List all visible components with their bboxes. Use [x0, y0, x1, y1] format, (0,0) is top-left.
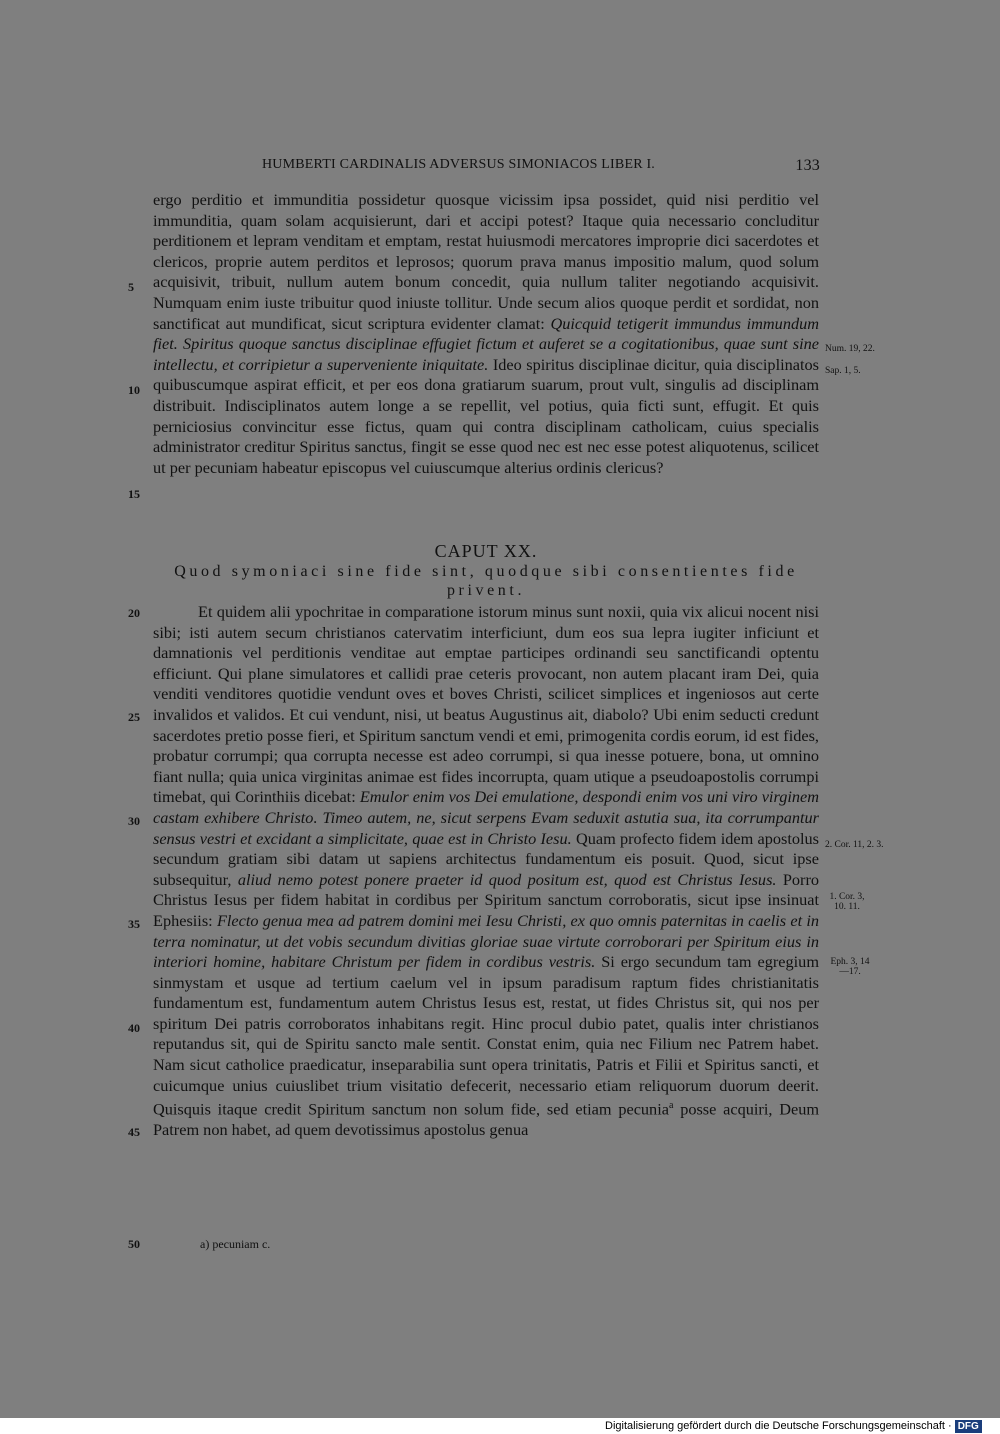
- line-number: 25: [128, 710, 140, 724]
- footer-credit: Digitalisierung gefördert durch die Deutsche Forschungsgemeinschaft · DFG: [605, 1419, 982, 1433]
- text-run: Porro Christus Iesus per fidem habitat in cordibus per Spiritum sanctum corroboratis, sicut ipse insinuat Ephesiis:: [153, 869, 820, 930]
- text-run: Et quidem alii ypochritae in comparatione istorum minus sunt noxii, quia vix alicui nocent nisi sibi; isti autem secum christianos catervatim interficiunt, dum eos sua lepra iugiter inficiunt et damnationis vel perditionis venditae aut emptae participes ordinandi seu sanctificandi optentu efficiunt. Qui plane simulatores et callidi prae ceteris provocant, non autem placant iram Dei, quia venditi venditores quotidie vendunt oves et boves Christi, scilicet simplices et ingeniosos aut certe invalidos et validos. Et cui vendunt, nisi, ut beatus Augustinus ait, diabolo? Ubi enim seducti credunt sacerdotes pretio posse fieri, et Spiritum sanctum vendi et emi, primogenita cordis eorum, id est fides, probatur corrumpi; qua corrupta necesse est adeo corrumpi, si qua inesse potuere, bona, ut omnino fiant nulla; quia unica virginitas animae est fides incorrupta, quam utique a pseudoapostolis corrumpi timebat, qui Corinthiis dicebat:: [153, 602, 819, 807]
- scripture-quote: Quicquid tetigerit immundus immundum fiet. Spiritus quoque sanctus disciplinae effugiet fictum et auferet se a cogitationibus, quae sunt sine intellectu, et corripietur a superveniente iniquitate.: [153, 313, 819, 374]
- margin-reference: Sap. 1, 5.: [825, 366, 861, 376]
- margin-reference: 2. Cor. 11, 2. 3.: [825, 840, 884, 850]
- paragraph: [153, 602, 819, 1141]
- line-number: 30: [128, 814, 140, 828]
- line-number: 10: [128, 383, 140, 397]
- margin-reference: [825, 892, 869, 912]
- page-number: 133: [795, 157, 820, 174]
- paragraph: [153, 190, 819, 478]
- margin-reference-line: —17.: [839, 967, 861, 977]
- dfg-logo: DFG: [955, 1420, 982, 1433]
- line-number: 40: [128, 1021, 140, 1035]
- chapter-heading: [153, 540, 819, 600]
- margin-reference-line: 1. Cor. 3,: [829, 892, 865, 902]
- text-block-2: [153, 602, 819, 1141]
- margin-reference-line: Eph. 3, 14: [830, 957, 870, 967]
- line-number: 20: [128, 606, 140, 620]
- running-title: HUMBERTI CARDINALIS ADVERSUS SIMONIACOS LIBER I.: [262, 157, 656, 172]
- line-number: 35: [128, 917, 140, 931]
- scripture-quote: Emulor enim vos Dei emulatione, despondi enim vos uni viro virginem castam exhibere Christo. Timeo autem, ne, sicut serpens Evam seduxit astutia sua, ita corrumpantur sensus vestri et excidant a simplicitate, quae est in Christo Iesu.: [153, 787, 819, 848]
- scripture-quote: Flecto genua mea ad patrem domini mei Iesu Christi, ex quo omnis paternitas in caelis et in terra nominatur, ut det vobis secundum divitias gloriae suae virtute corroborari per Spiritum eius in interiori homine, habitare Christum per fidem in cordibus vestris.: [153, 910, 819, 972]
- footnote-marker: a: [668, 1100, 674, 1112]
- text-run: Ideo spiritus disciplinae dicitur, quia disciplinatos quibuscumque aspirat efficit, et per eos dona gratiarum suarum, prout vult, singulis ad disciplinam distribuit. Indisciplinatos autem longe a se repellit, vel potius, quia ficti sunt, effugit. Et quis perniciosius convincitur esse fictus, quam qui contra disciplinam catholicam, cuius specialis administrator creditur Spiritus sanctus, fingit se esse quod nec est nec esse potest aliquotenus, scilicet ut per pecuniam habeatur episcopus vel cuiuscumque alterius ordinis clericus?: [153, 354, 819, 477]
- line-number: 15: [128, 487, 140, 501]
- text-run: ergo perditio et immunditia possidetur quosque vicissim ipsa possidet, quid nisi perditio vel immunditia, quam solam acquisierunt, dari et accipi potest? Itaque quia necessario concluditur perditionem et lepram venditam et emptam, restat huiusmodi mercatores improprie dici sacerdotes et clericos, proprie autem perditos et leprosos; quorum prava manus impositio malum, quod solum acquisivit, tribuit, nullum autem bonum concedit, quia nullum taliter negotiando acquisivit. Numquam enim iuste tribuitur quod iniuste tollitur. Unde secum alios quoque perdit et sordidat, non sanctificat aut mundificat, sicut scriptura evidenter clamat:: [153, 190, 819, 333]
- scripture-quote: aliud nemo potest ponere praeter id quod positum est, quod est Christus Iesus.: [237, 869, 777, 889]
- text-run: posse acquiri, Deum Patrem non habet, ad quem devotissimus apostolus genua: [153, 1099, 820, 1140]
- margin-reference-line: 10. 11.: [834, 902, 860, 912]
- chapter-subtitle: Quod symoniaci sine fide sint, quodque sibi consentientes fide privent.: [174, 563, 798, 599]
- margin-reference: Num. 19, 22.: [825, 344, 875, 354]
- footnote: a) pecuniam c.: [200, 1237, 271, 1251]
- line-number: 45: [128, 1125, 140, 1139]
- text-block-1: [153, 190, 819, 478]
- chapter-title: CAPUT XX.: [434, 541, 538, 561]
- text-run: Si ergo secundum tam egregium sinmystam et usque ad tertium caelum vel in ipsum paradisum raptum fides christianitatis fundamentum est, fundamentum autem Christus Iesus est, restat, ut fides Christus sit, qui nos per spiritum Dei patris corroboratos inhabitans regit. Hinc procul dubio patet, qualis inter christianos reputandus sit, qui de Spiritu sancto male sentit. Constat enim, quia nec Filium nec Patrem habet. Nam sicut catholice praedicatur, inseparabilia sunt opera trinitatis, Patris et Filii et Spiritus sancti, et cuicumque unius cuiuslibet trium visitatio defecerit, necessario etiam reliquorum duorum deerit. Quisquis itaque credit Spiritum sanctum non solum fide, sed etiam pecunia: [153, 952, 819, 1119]
- line-number: 50: [128, 1237, 140, 1251]
- line-number: 5: [128, 280, 134, 294]
- text-run: Quam profecto fidem idem apostolus secundum gratiam sibi datam ut sapiens architectus fundamentum eis posuit. Quod, sicut ipse subsequitur,: [153, 828, 820, 889]
- footer-text: Digitalisierung gefördert durch die Deutsche Forschungsgemeinschaft: [605, 1420, 945, 1432]
- margin-reference: [825, 957, 875, 977]
